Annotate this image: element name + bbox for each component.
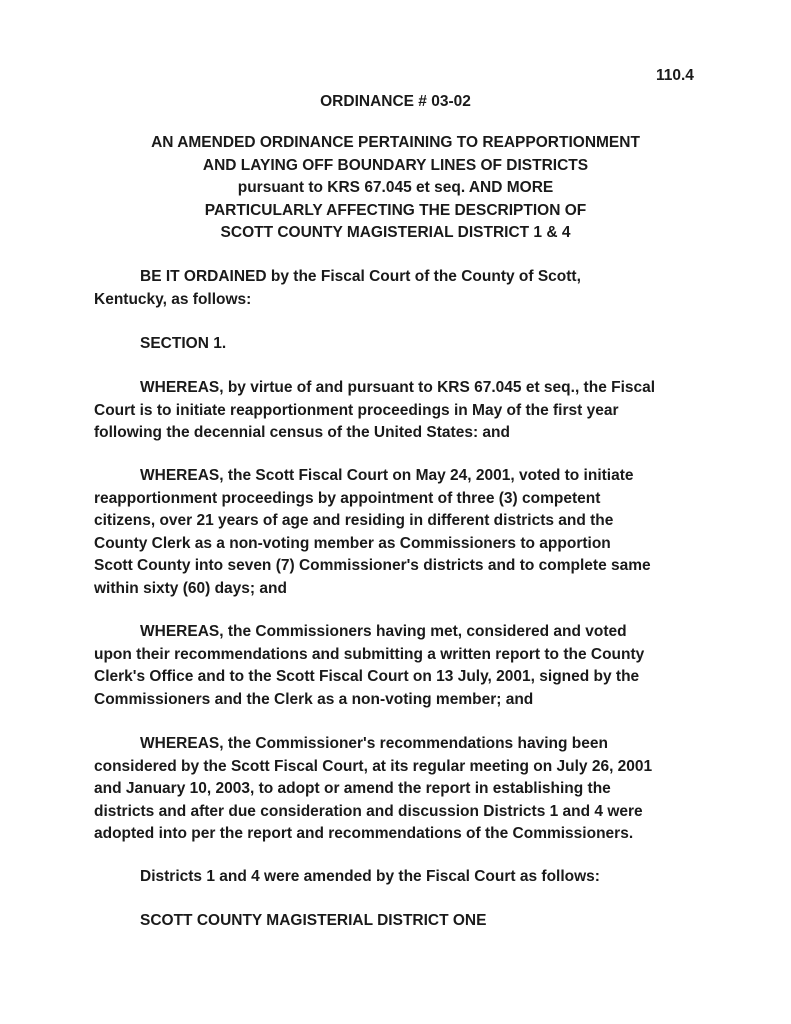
heading-line: PARTICULARLY AFFECTING THE DESCRIPTION OF	[204, 201, 587, 219]
whereas-paragraph-3	[94, 621, 714, 711]
whereas-paragraph-4	[94, 733, 714, 846]
paragraph-line: districts and after due consideration and discussion Districts 1 and 4 were	[94, 802, 643, 820]
heading-line: SCOTT COUNTY MAGISTERIAL DISTRICT 1 & 4	[220, 224, 571, 241]
heading-line: pursuant to KRS 67.045 et seq. AND MORE	[237, 179, 554, 196]
paragraph-line: BE IT ORDAINED by the Fiscal Court of the County of Scott,	[140, 268, 581, 285]
district-heading: SCOTT COUNTY MAGISTERIAL DISTRICT ONE	[140, 912, 487, 929]
paragraph-line: WHEREAS, by virtue of and pursuant to KRS 67.045 et seq., the Fiscal	[140, 379, 656, 396]
ordinance-title: ORDINANCE # 03-02	[320, 93, 471, 110]
paragraph-line: Commissioners and the Clerk as a non-voting member; and	[94, 690, 534, 708]
paragraph-line: adopted into per the report and recommendations of the Commissioners.	[94, 825, 634, 842]
paragraph-line: Court is to initiate reapportionment proceedings in May of the first year	[94, 401, 619, 419]
heading-line: AND LAYING OFF BOUNDARY LINES OF DISTRICTS	[202, 156, 589, 174]
paragraph-line: Districts 1 and 4 were amended by the Fiscal Court as follows:	[140, 868, 600, 885]
paragraph-line: considered by the Scott Fiscal Court, at its regular meeting on July 26, 2001	[94, 757, 653, 775]
paragraph-line: Scott County into seven (7) Commissioner's districts and to complete same	[94, 557, 651, 574]
paragraph-line: County Clerk as a non-voting member as Commissioners to apportion	[94, 534, 611, 552]
paragraph-line: and January 10, 2003, to adopt or amend the report in establishing the	[94, 780, 611, 797]
heading-line: AN AMENDED ORDINANCE PERTAINING TO REAPPORTIONMENT	[151, 134, 640, 151]
section-heading	[94, 333, 714, 356]
paragraph-line: within sixty (60) days; and	[94, 579, 287, 597]
section-label: SECTION 1.	[140, 335, 227, 352]
paragraph-line: reapportionment proceedings by appointment of three (3) competent	[94, 489, 601, 507]
paragraph-line: Kentucky, as follows:	[94, 290, 252, 308]
paragraph-line: upon their recommendations and submitting a written report to the County	[94, 645, 645, 663]
amended-paragraph	[94, 866, 714, 889]
paragraph-line: WHEREAS, the Commissioners having met, considered and voted	[140, 623, 627, 640]
district-one-heading	[94, 910, 714, 933]
paragraph-line: WHEREAS, the Scott Fiscal Court on May 24, 2001, voted to initiate	[140, 467, 634, 484]
paragraph-line: citizens, over 21 years of age and residing in different districts and the	[94, 512, 614, 529]
paragraph-line: WHEREAS, the Commissioner's recommendations having been	[140, 735, 608, 752]
ordained-paragraph	[94, 266, 714, 311]
page-number: 110.4	[656, 67, 694, 84]
ordinance-heading	[0, 132, 791, 245]
whereas-paragraph-2	[94, 465, 714, 600]
paragraph-line: Clerk's Office and to the Scott Fiscal Court on 13 July, 2001, signed by the	[94, 668, 640, 685]
whereas-paragraph-1	[94, 377, 714, 445]
paragraph-line: following the decennial census of the United States: and	[94, 424, 510, 441]
